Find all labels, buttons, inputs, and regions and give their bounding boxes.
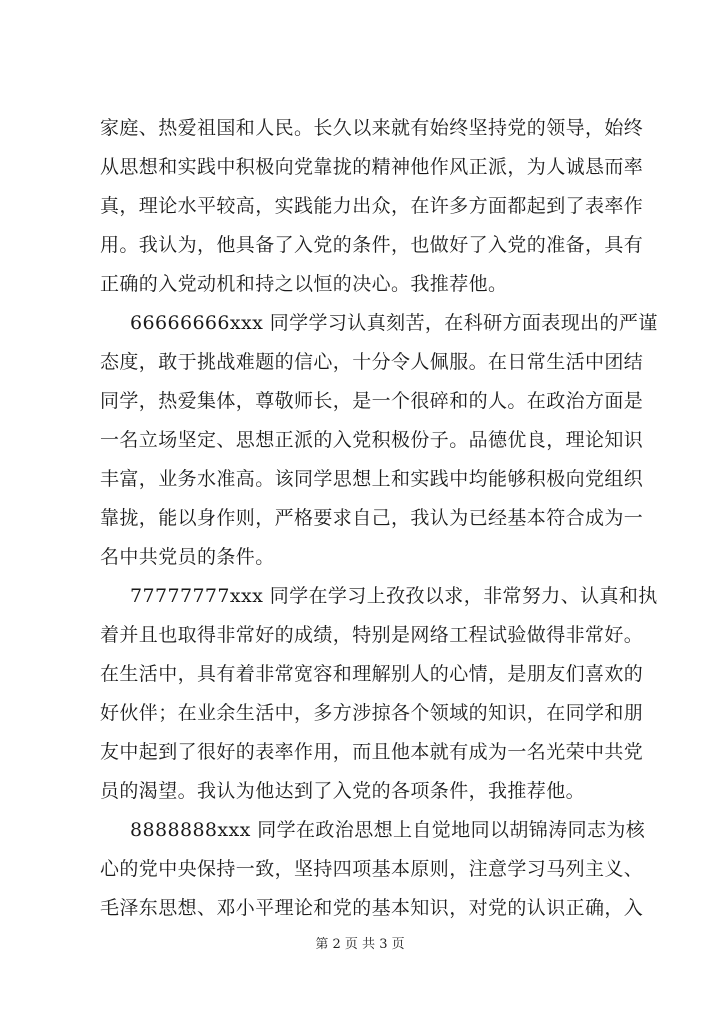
- paragraph-start: 77777777xxx 同学在学习上孜孜以求，非常努力、认真和执: [130, 585, 658, 607]
- text-line: 态度，敢于挑战难题的信心，十分令人佩服。在日常生活中团结: [100, 351, 644, 373]
- paragraph-start: 66666666xxx 同学学习认真刻苦，在科研方面表现出的严谨: [130, 312, 658, 334]
- text-line: 员的渴望。我认为他达到了入党的各项条件，我推荐他。: [100, 780, 586, 802]
- text-line: 着并且也取得非常好的成绩，特别是网络工程试验做得非常好。: [100, 624, 644, 646]
- paragraph-start: 8888888xxx 同学在政治思想上自觉地同以胡锦涛同志为核: [130, 819, 646, 841]
- text-line: 真，理论水平较高，实践能力出众，在许多方面都起到了表率作: [100, 195, 644, 217]
- text-line: 从思想和实践中积极向党靠拢的精神他作风正派，为人诚恳而率: [100, 156, 644, 178]
- text-line: 丰富，业务水准高。该同学思想上和实践中均能够积极向党组织: [100, 468, 644, 490]
- text-line: 名中共党员的条件。: [100, 546, 275, 568]
- text-line: 同学，热爱集体，尊敬师长，是一个很碎和的人。在政治方面是: [100, 390, 644, 412]
- text-line: 在生活中，具有着非常宽容和理解别人的心情，是朋友们喜欢的: [100, 663, 644, 685]
- text-line: 友中起到了很好的表率作用，而且他本就有成为一名光荣中共党: [100, 741, 644, 763]
- text-line: 用。我认为，他具备了入党的条件，也做好了入党的准备，具有: [100, 234, 644, 256]
- text-line: 好伙伴；在业余生活中，多方涉掠各个领域的知识，在同学和朋: [100, 702, 644, 724]
- text-line: 一名立场坚定、思想正派的入党积极份子。品德优良，理论知识: [100, 429, 644, 451]
- text-line: 心的党中央保持一致，坚持四项基本原则，注意学习马列主义、: [100, 858, 644, 880]
- text-line: 靠拢，能以身作则，严格要求自己，我认为已经基本符合成为一: [100, 507, 644, 529]
- text-line: 正确的入党动机和持之以恒的决心。我推荐他。: [100, 273, 508, 295]
- text-line: 家庭、热爱祖国和人民。长久以来就有始终坚持党的领导，始终: [100, 117, 644, 139]
- text-line: 毛泽东思想、邓小平理论和党的基本知识，对党的认识正确，入: [100, 897, 644, 919]
- page-number-footer: 第 2 页 共 3 页: [315, 937, 405, 952]
